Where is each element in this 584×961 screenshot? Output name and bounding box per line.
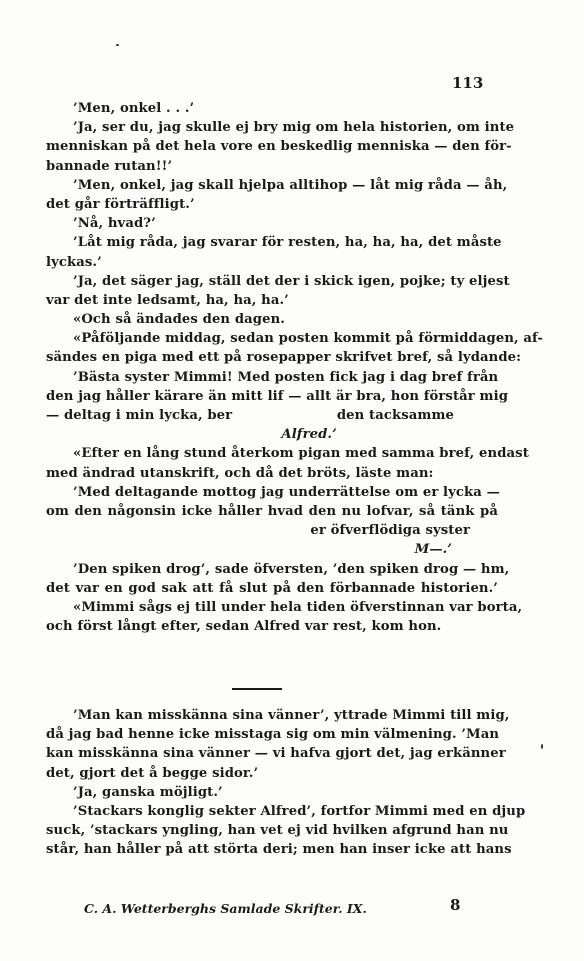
text-line: — deltag i min lycka, ber [46, 408, 233, 423]
text-line: ’Man kan misskänna sina vänner’, yttrade Mimmi till mig, [73, 708, 510, 723]
text-line: om den någonsin icke håller hvad den nu lofvar, så tänk på [46, 503, 498, 519]
print-speck [541, 744, 543, 749]
text-line: det var en god sak att få slut på den förbannade historien.’ [46, 580, 498, 596]
letter-signature: M—.’ [414, 542, 452, 558]
text-line: menniskan på det hela vore en beskedlig menniska — den för- [46, 139, 512, 155]
text-line: ’Ja, det säger jag, ställ det der i skick igen, pojke; ty eljest [73, 273, 510, 289]
text-line: ’Nå, hvad?’ [73, 216, 156, 232]
text-line: «Mimmi sågs ej till under hela tiden öfverstinnan var borta, [73, 599, 523, 615]
text-line: ’Men, onkel . . .’ [73, 101, 195, 116]
text-line: står, han håller på att störta deri; men han inser icke att hans [46, 842, 512, 858]
text-line: «Och så ändades den dagen. [73, 312, 285, 328]
section-divider [232, 688, 282, 690]
main-text-top [46, 99, 543, 636]
text-line: ’Men, onkel, jag skall hjelpa alltihop — låt mig råda — åh, [73, 177, 508, 193]
text-line: ’Stackars konglig sekter Alfred’, fortfor Mimmi med en djup [73, 803, 526, 819]
text-line: sändes en piga med ett på rosepapper skrifvet bref, så lydande: [46, 350, 522, 366]
main-text-bottom [46, 706, 526, 860]
text-line: ’Ja, ser du, jag skulle ej bry mig om hela historien, om inte [73, 120, 515, 136]
text-line: var det inte ledsamt, ha, ha, ha.’ [46, 292, 289, 308]
letter-signature: Alfred.’ [281, 427, 337, 443]
text-line-with-closing [46, 406, 498, 425]
text-line: lyckas.’ [46, 254, 102, 270]
text-line: kan misskänna sina vänner — vi hafva gjort det, jag erkänner [46, 746, 506, 762]
text-line: ’Låt mig råda, jag svarar för resten, ha, ha, ha, det måste [73, 235, 502, 251]
text-line: ’Bästa syster Mimmi! Med posten fick jag i dag bref från [73, 369, 499, 385]
closing-phrase: den tacksamme [336, 408, 454, 423]
text-line: den jag håller kärare än mitt lif — allt är bra, hon förstår mig [46, 388, 509, 404]
text-line: då jag bad henne icke misstaga sig om min välmening. ’Man [46, 727, 500, 743]
text-line: ’Den spiken drog’, sade öfversten, ’den spiken drog — hm, [73, 561, 510, 577]
page-number: 113 [452, 74, 484, 92]
print-speck [116, 44, 119, 46]
footer-title: C. A. Wetterberghs Samlade Skrifter. IX. [84, 901, 367, 916]
text-line: suck, ’stackars yngling, han vet ej vid hvilken afgrund han nu [46, 823, 509, 839]
closing-phrase: er öfverflödiga syster [310, 523, 470, 539]
text-line: ’Med deltagande mottog jag underrättelse om er lycka — [73, 484, 500, 500]
text-line: ’Ja, ganska möjligt.’ [73, 784, 223, 800]
signature-mark: 8 [450, 896, 461, 914]
text-line: med ändrad utanskrift, och då det bröts, läste man: [46, 465, 434, 481]
text-line: det går förträffligt.’ [46, 196, 195, 212]
text-line: det, gjort det å begge sidor.’ [46, 765, 259, 781]
text-line: och först långt efter, sedan Alfred var rest, kom hon. [46, 619, 442, 635]
text-line: «Påföljande middag, sedan posten kommit på förmiddagen, af- [73, 331, 543, 347]
text-line: «Efter en lång stund återkom pigan med samma bref, endast [73, 446, 529, 462]
text-line: bannade rutan!!’ [46, 158, 173, 174]
